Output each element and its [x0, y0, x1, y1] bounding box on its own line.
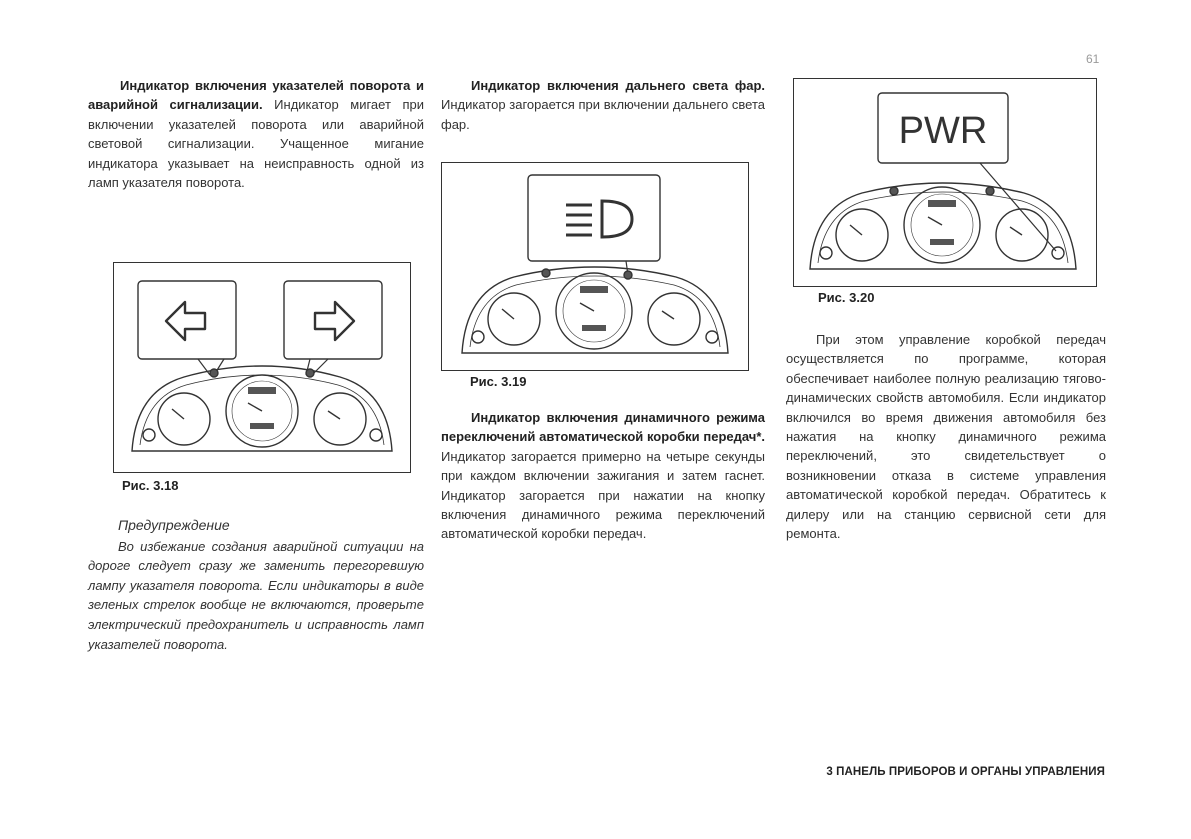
- high-beam-text: Индикатор загорается при включении дальнего света фар.: [441, 97, 765, 132]
- turn-signal-heading: Индикатор включения указателей поворота и аварийной сигнализации.: [88, 78, 424, 113]
- dynamic-mode-continued-section: [786, 330, 1106, 543]
- pwr-label: PWR: [898, 110, 988, 152]
- dynamic-mode-indicator-section: [441, 408, 765, 544]
- high-beam-cluster-illustration: [442, 163, 748, 370]
- dynamic-mode-heading: Индикатор включения динамичного режима переключений автоматической коробки передач*.: [441, 410, 765, 445]
- figure-3-18: [113, 262, 411, 473]
- dynamic-mode-continued-text: При этом управление коробкой передач осуществляется по программе, которая обеспечивает наиболее полную реализацию тягово-динамических свойств автомобиля. Если индикатор включился во время движения автомобиля без нажатия на кнопку динамичного режима переключений, это свидетельствует о возникновении отказа в системе управления автоматической коробкой передач. Обратитесь к дилеру или на станцию сервисной сети для ремонта.: [786, 332, 1106, 542]
- instrument-cluster-drawing: [810, 183, 1076, 269]
- high-beam-heading: Индикатор включения дальнего света фар.: [471, 78, 765, 93]
- warning-block: [88, 516, 424, 654]
- figure-3-19-caption: Рис. 3.19: [470, 374, 527, 389]
- figure-3-20: [793, 78, 1097, 287]
- page-number: 61: [1086, 52, 1100, 66]
- figure-3-19: [441, 162, 749, 371]
- figure-3-18-caption: Рис. 3.18: [122, 478, 179, 493]
- instrument-cluster-drawing: [462, 267, 728, 353]
- figure-3-20-caption: Рис. 3.20: [818, 290, 875, 305]
- turn-signal-indicator-section: [88, 76, 424, 192]
- pwr-cluster-illustration: [794, 79, 1096, 286]
- warning-title: Предупреждение: [118, 517, 230, 533]
- section-footer: 3 ПАНЕЛЬ ПРИБОРОВ И ОРГАНЫ УПРАВЛЕНИЯ: [826, 766, 1105, 778]
- turn-signal-text: Индикатор мигает при включении указателей поворота или аварийной световой сигнализации. Учащенное мигание индикатора указывает на неисправность одной из ламп указателя поворота.: [88, 97, 424, 191]
- high-beam-indicator-section: [441, 76, 765, 134]
- instrument-cluster-drawing: [132, 366, 392, 451]
- turn-signal-cluster-illustration: [114, 263, 410, 472]
- dynamic-mode-text: Индикатор загорается примерно на четыре секунды при каждом включении зажигания и затем гаснет. Индикатор загорается при нажатии на кнопку включения динамичного режима переключений автоматической коробки передач.: [441, 448, 765, 542]
- warning-text: Во избежание создания аварийной ситуации на дороге следует сразу же заменить перегоревшую лампу указателя поворота. Если индикаторы в виде зеленых стрелок вообще не включаются, проверьте электрический предохранитель и исправность ламп указателей поворота.: [88, 538, 424, 652]
